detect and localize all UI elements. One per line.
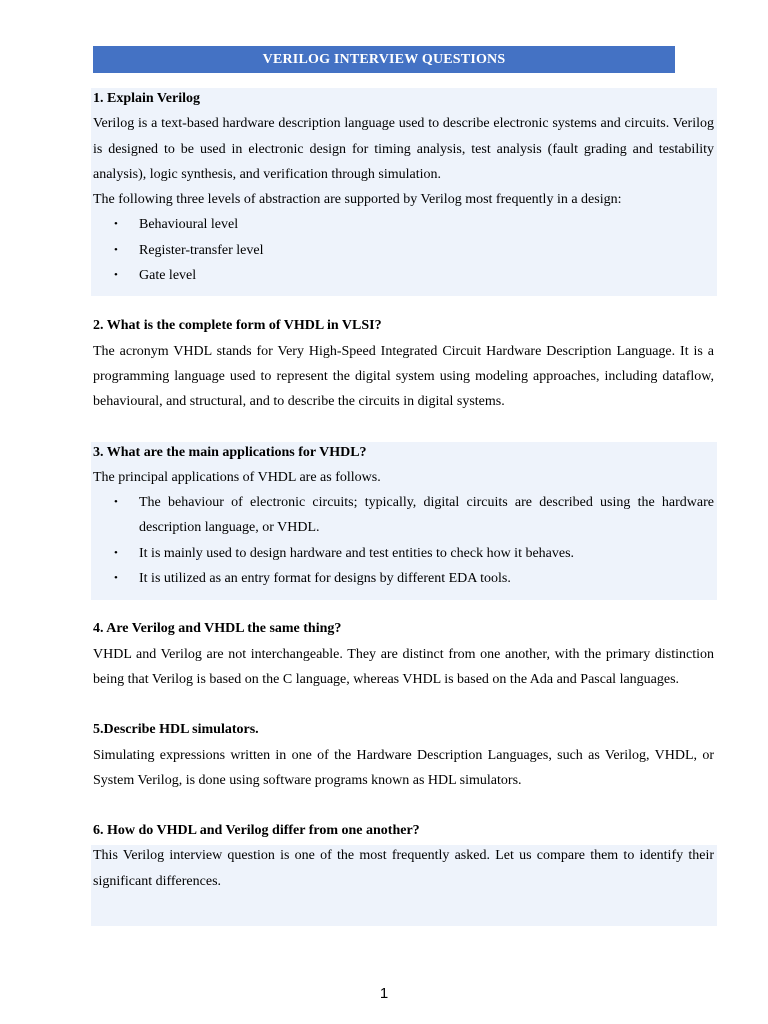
list-item [114,263,714,288]
section-2 [93,313,714,414]
section-6 [93,818,714,894]
list-item [114,541,714,566]
section-4 [93,616,714,692]
paragraph: VHDL and Verilog are not interchangeable. They are distinct from one another, with the primary distinction being that Verilog is based on the C language, whereas VHDL is based on the Ada and Pascal languages. [93,646,714,687]
section-gap [93,591,714,616]
bullet-icon: • [114,218,118,231]
question-heading: 5.Describe HDL simulators. [93,722,259,738]
paragraph: Simulating expressions written in one of the Hardware Description Languages, such as Verilog, VHDL, or System Verilog, is done using software programs known as HDL simulators. [93,747,714,788]
question-heading: 1. Explain Verilog [93,91,200,106]
bullet-list [93,490,714,591]
question-heading: 6. How do VHDL and Verilog differ from one another? [93,823,420,839]
bullet-icon: • [114,546,118,559]
question-heading: 3. What are the main applications for VHDL? [93,444,367,460]
question-heading: 2. What is the complete form of VHDL in VLSI? [93,318,382,334]
list-item-text: The behaviour of electronic circuits; typically, digital circuits are described using the hardware description language, or VHDL. [139,495,714,536]
document-title: VERILOG INTERVIEW QUESTIONS [93,46,675,73]
list-item [114,238,714,263]
list-item [114,566,714,591]
paragraph: This Verilog interview question is one of the most frequently asked. Let us compare them to identify their significant differences. [93,848,714,889]
section-1 [93,86,714,288]
paragraph: The following three levels of abstraction are supported by Verilog most frequently in a design: [93,192,622,208]
section-gap [93,793,714,818]
bullet-icon: • [114,243,118,256]
section-3 [93,440,714,592]
list-item-text: It is utilized as an entry format for designs by different EDA tools. [139,571,511,587]
list-item-text: Behavioural level [139,217,239,233]
section-5 [93,717,714,793]
section-gap [93,415,714,440]
bullet-icon: • [114,496,118,509]
bullet-list [93,212,714,288]
list-item-text: Gate level [139,268,197,284]
page-number: 1 [379,985,389,1002]
document-body [93,86,714,894]
paragraph: Verilog is a text-based hardware description language used to describe electronic systems and circuits. Verilog is designed to be used in electronic design for timing analysis, test analysis (fault grading and testability analysis), logic synthesis, and verification through simulation. [93,116,714,182]
bullet-icon: • [114,572,118,585]
list-item [114,490,714,541]
section-gap [93,692,714,717]
section-gap [93,288,714,313]
list-item-text: It is mainly used to design hardware and test entities to check how it behaves. [139,545,575,561]
list-item [114,212,714,237]
paragraph: The principal applications of VHDL are as follows. [93,469,381,485]
question-heading: 4. Are Verilog and VHDL the same thing? [93,621,342,637]
paragraph: The acronym VHDL stands for Very High-Speed Integrated Circuit Hardware Description Language. It is a programming language used to represent the digital system using modeling approaches, including dataflow, behavioural, and structural, and to describe the circuits in digital systems. [93,343,714,410]
list-item-text: Register-transfer level [139,242,264,258]
bullet-icon: • [114,269,118,282]
